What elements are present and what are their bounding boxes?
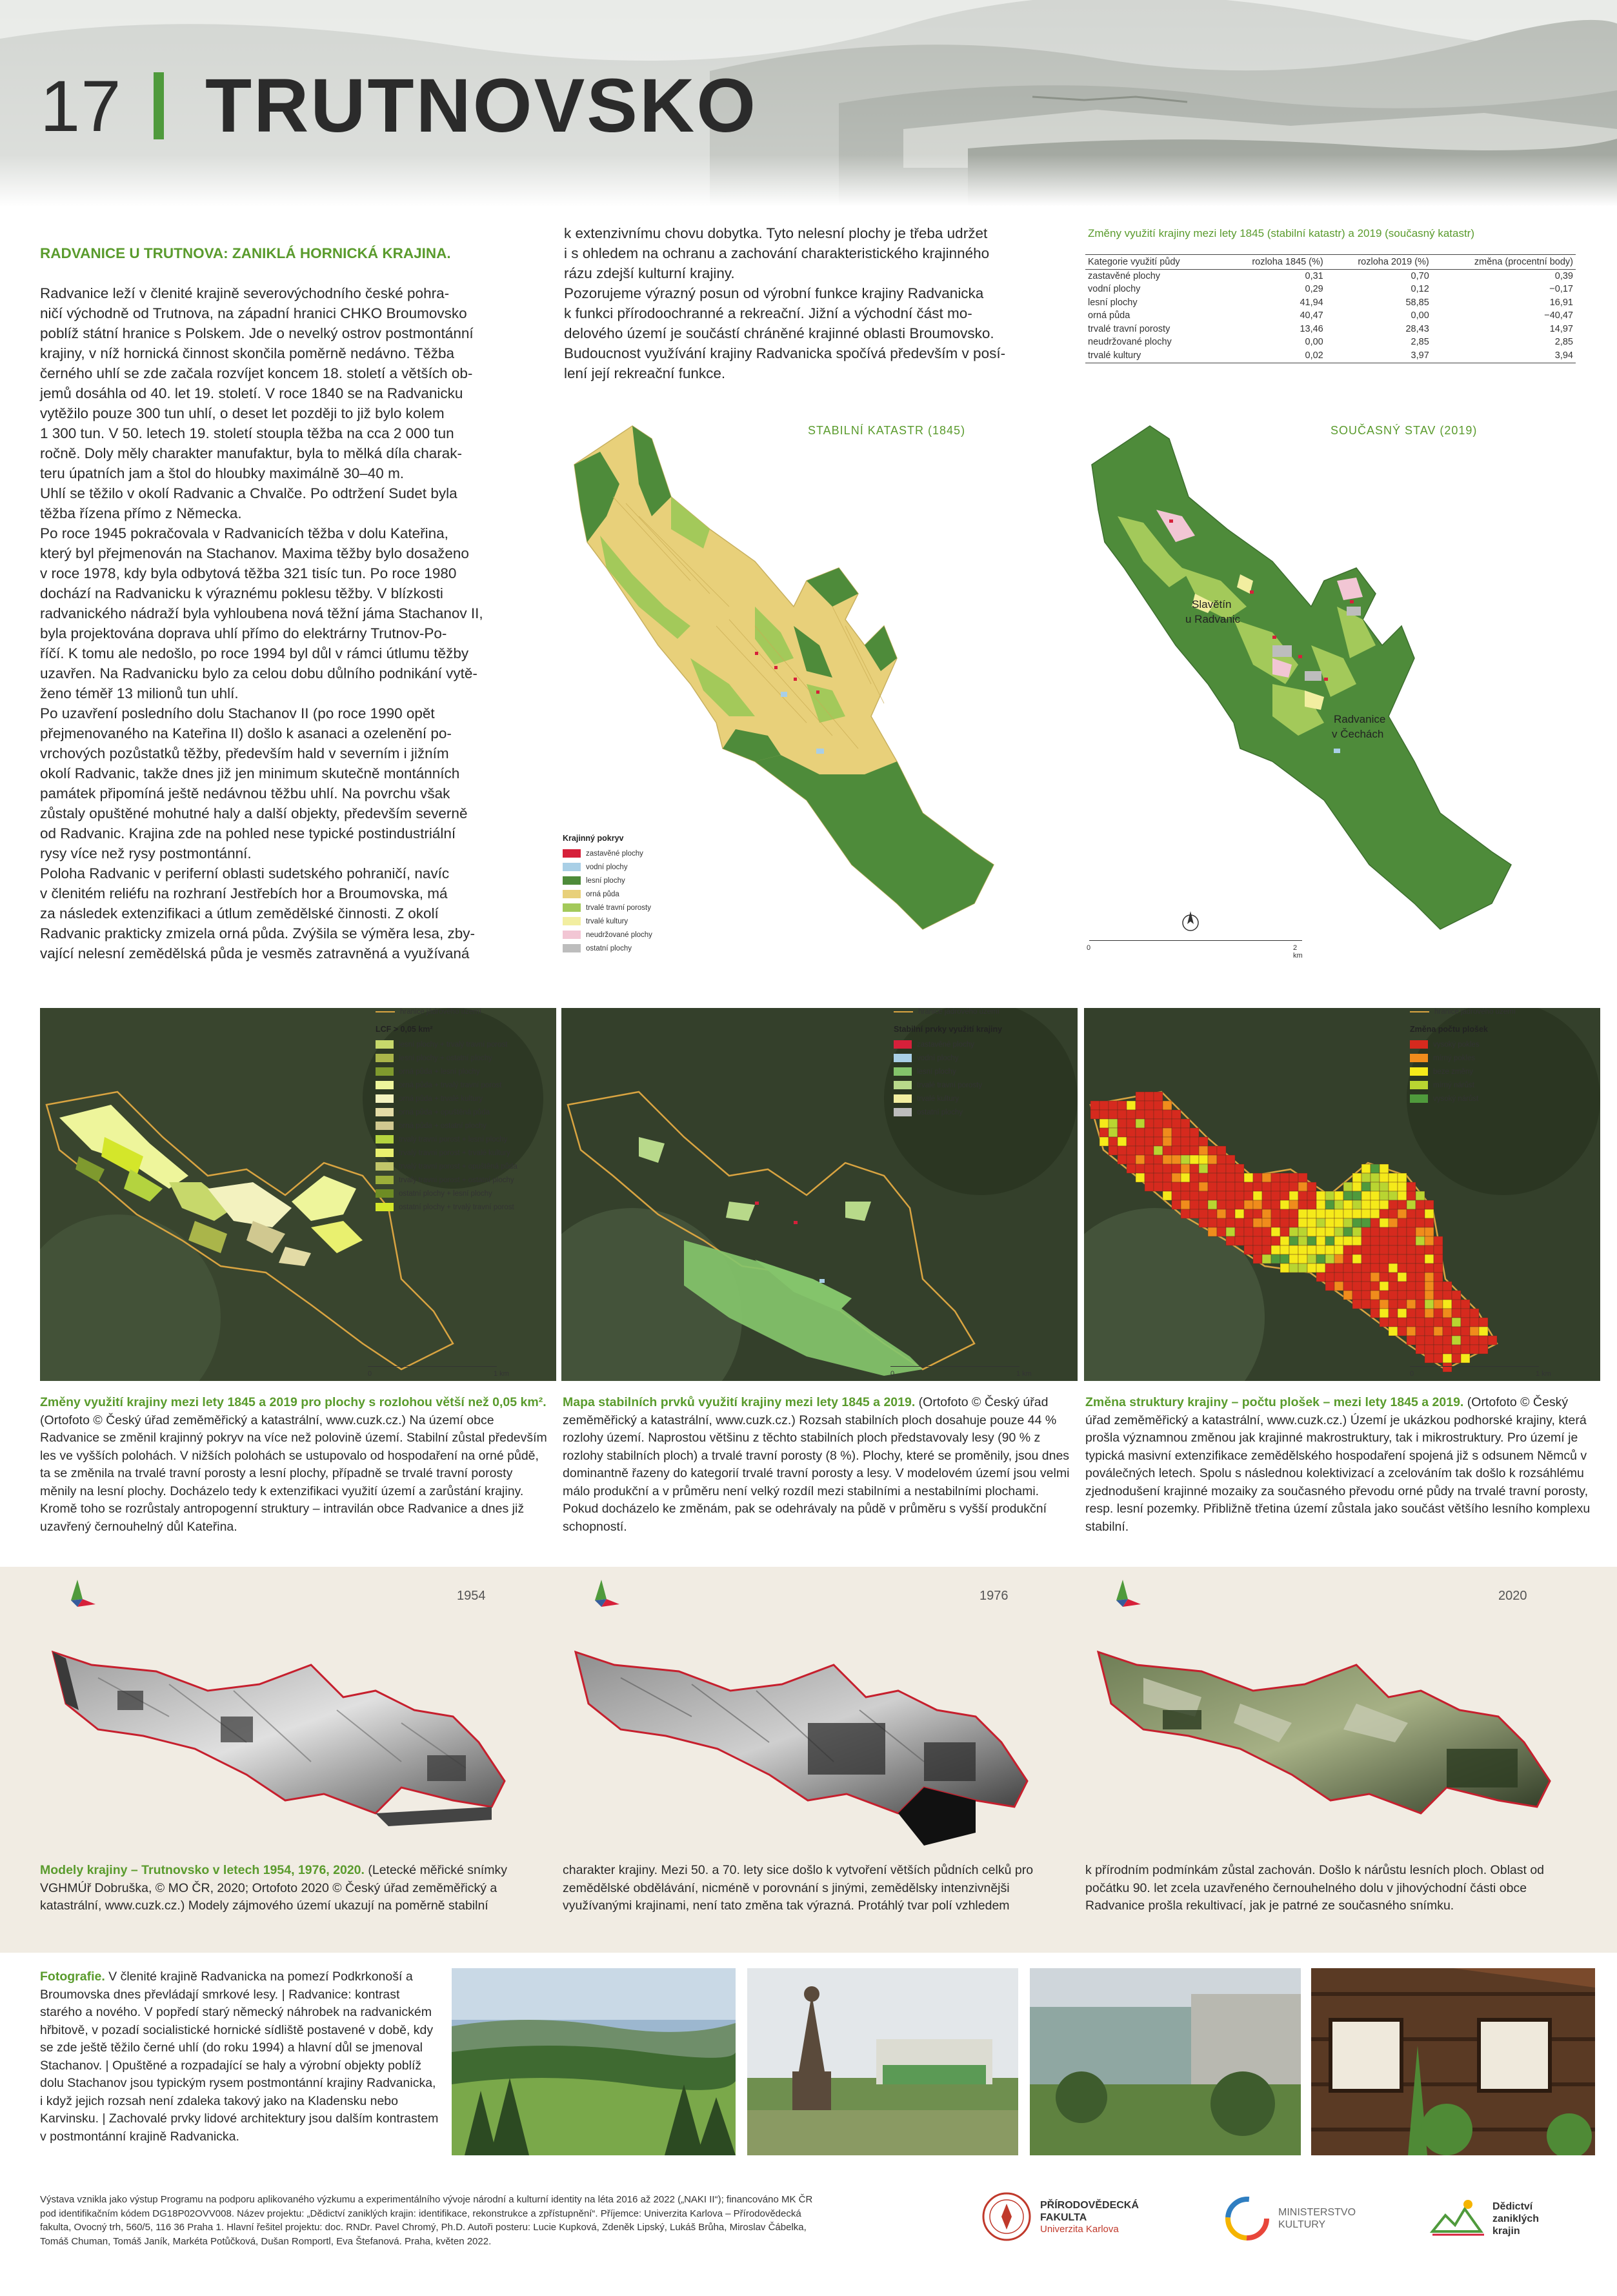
table-cell: 0,31 [1305, 270, 1323, 281]
boundary-legend [376, 1008, 569, 1016]
table-cell: 13,46 [1300, 323, 1323, 334]
photo-abandoned-halls [1030, 1968, 1301, 2155]
year-label: 1954 [457, 1589, 486, 1603]
caption-title: Modely krajiny – Trutnovsko v letech 1954, 1976, 2020. [40, 1863, 365, 1877]
lcf-legend [376, 1008, 569, 1214]
heritage-landscapes-icon [1429, 2193, 1487, 2244]
scale-label-2km: 2 km [1293, 944, 1303, 960]
legend-item [563, 887, 692, 901]
table-cell: 0,12 [1411, 284, 1429, 294]
legend-label: trvalý travní porost + ostatní plochy [399, 1176, 514, 1184]
model-2020 [1085, 1613, 1589, 1858]
legend-swatch [376, 1067, 394, 1076]
logo-text: PŘÍRODOVĚDECKÁ [1040, 2199, 1139, 2211]
compass-icon [65, 1575, 103, 1613]
legend-swatch [376, 1040, 394, 1049]
caption-stable [563, 1394, 1072, 1536]
legend-label: mírný nárůst [1433, 1081, 1474, 1089]
legend-label: orná půda + trvalý travní porost [399, 1081, 502, 1089]
legend-label: lesní plochy + ostatní plochy [399, 1054, 492, 1062]
logo-text: FAKULTA [1040, 2211, 1087, 2223]
legend-item [376, 1187, 569, 1200]
year-label: 2020 [1498, 1589, 1527, 1603]
legend-item [894, 1105, 1087, 1119]
legend-label: ostatní plochy [586, 944, 632, 952]
legend-label: ostatní plochy + trvalý travní porost [399, 1203, 514, 1211]
legend-label: orná půda + lesní plochy [399, 1067, 480, 1076]
logo-prf-uk [981, 2191, 1139, 2242]
boundary-legend [894, 1008, 1087, 1016]
legend-item [376, 1119, 569, 1133]
legend-swatch [894, 1108, 912, 1116]
legend-label: trvalý travní porost + lesní plochy [399, 1135, 508, 1143]
logo-text: krajin [1492, 2225, 1520, 2237]
place-label: Slavětín [1192, 598, 1232, 610]
caption-text: (Ortofoto © Český úřad zeměměřický a katastrální, www.cuzk.cz.) Na území obce Radvanice se změnil krajinný pokryv na více než polovině území. Stabilní zůstal především les ve vyšších polohách. V nižších polohách se ustupovalo od hospodaření na orné půdě, ta se změnila na trvalé travní porosty a lesní plochy, případně se trvalé travní porosty měnily na lesní plochy. Docházelo tedy k extenzifikaci využití území a zarůstání krajiny. Kromě toho se rozrůstaly antropogenní struktury – intravilán obce Radvanice a dnes již uzavřený černouhelný důl Kateřina. [40, 1413, 547, 1534]
table-header: rozloha 2019 (%) [1326, 255, 1432, 270]
legend-swatch [376, 1081, 394, 1089]
legend-label: orná půda + ostatní plochy [399, 1122, 487, 1130]
scale-label-0: 0 [1087, 944, 1091, 952]
legend-item [376, 1160, 569, 1173]
photos-caption [40, 1968, 440, 2146]
caption-lcf [40, 1394, 550, 1536]
caption-text: (Letecké měřické snímky VGHMÚř Dobruška, © MO ČR, 2020; Ortofoto 2020 © Český úřad zeměměřický a katastrální, www.cuzk.cz.) Modely zájmového území ukazují na poměrně stabilní [40, 1863, 507, 1913]
map-2019 [1079, 413, 1617, 942]
photos-text: V členité krajině Radvanicka na pomezí Podkrkonoší a Broumovska dnes převládají smrkové lesy. | Radvanice: kontrast starého a nového. V popředí starý německý náhrobek na radvanickém hřbitově, v pozadí socialistické hornické sídliště postavené v době, kdy se zde ještě těžilo černé uhlí (do roku 1994) a hlavní důl se jmenoval Stachanov. | Opuštěné a rozpadající se haly a výrobní objekty poblíž dolu Stachanov jsou typickým rysem postmontánní krajiny Radvanicka, i když jejich rozsah není zdaleka takový jako na Kladensku nebo Karvinsku. | Zachovalé prvky lidové architektury jsou dalším kontrastem v postmontánní krajině Radvanicka. [40, 1969, 439, 2144]
place-label: Radvanice [1334, 713, 1386, 725]
caption-patch [1085, 1394, 1595, 1536]
map-label-2019: SOUČASNÝ STAV (2019) [1331, 424, 1478, 437]
legend-title: Krajinný pokryv [563, 834, 624, 843]
table-cell: orná půda [1088, 310, 1130, 321]
table-cell: 0,70 [1411, 270, 1429, 281]
table-row [1085, 310, 1576, 323]
north-arrow-icon [1181, 909, 1200, 938]
intro-text-1: Radvanice leží v členité krajině severovýchodního české pohra- ničí východně od Trutnova, na západní hranici CHKO Broumovsko poblíž státní hranice s Polskem. Jde o nevelký ostrov postmontánní krajiny, v níž hornická činnost skončila poměrně nedávno. Těžba černého uhlí se zde začala rozvíjet koncem 18. století a větších ob- jemů dosáhla od 40. let 19. století. V roce 1840 se na Radvanicku vytěžilo pouze 300 tun uhlí, o deset let později to již bylo kolem 1 300 tun. V 50. letech 19. století stoupla těžba na cca 2 000 tun ročně. Doly měly charakter manufaktur, byla to mělká díla charak- teru úpatních jam a štol do hloubky maximálně 30–40 m. Uhlí se těžilo v okolí Radvanic a Chvalče. Po odtržení Sudet byla těžba řízena přímo z Německa. Po roce 1945 pokračovala v Radvanicích těžba v dolu Kateřina, který byl přejmenován na Stachanov. Maxima těžby bylo dosaženo v roce 1978, kdy byla odbytová těžba 321 tisíc tun. Po roce 1980 dochází na Radvanicku k výraznému poklesu těžby. V blízkosti radvanického nádraží byla vyhloubena nová těžní jáma Stachanov II, byla projektována doprava uhlí přímo do elektrárny Trutnov-Po- říčí. K tomu ale nedošlo, po roce 1994 byl důl v rámci útlumu těžby uzavřen. Na Radvanicku bylo za celou dobu důlního podnikání vytě- ženo téměř 13 milionů tun uhlí. Po uzavření posledního dolu Stachanov II (po roce 1990 opět přejmenovaného na Kateřina II) došlo k asanaci a ozelenění po- vrchových pozůstatků těžby, především hald v severním i jižním okolí Radvanic, takže dnes již jen minimum skutečně montánních památek připomíná ještě nedávnou těžbu uhlí. Na povrchu však zůstaly opuštěné mohutné haly a další objekty, především severně od Radvanic. Krajina zde na pohled nese typické postindustriální rysy více než rysy postmontánní. Poloha Radvanic v periferní oblasti sudetského pohraničí, navíc v členitém reliéfu na rozhraní Jestřebích hor a Broumovska, má za následek extenzifikaci a útlum zemědělské činnosti. Z okolí Radvanic prakticky zmizela orná půda. Zvýšila se výměra lesa, zby- vající nelesní zemědělská půda je vesměs zatravněná a využívaná [40, 285, 483, 962]
legend-item [1410, 1078, 1603, 1092]
scale-label-0: 0 [368, 1370, 372, 1378]
boundary-label: hranice jádrového území [918, 1008, 999, 1016]
legend-swatch [376, 1122, 394, 1130]
legend-label: lesní plochy + trvalý travní porost [399, 1040, 508, 1049]
legend-label: vodní plochy [917, 1054, 959, 1062]
caption-models-1 [40, 1862, 550, 1915]
table-cell: 3,94 [1432, 349, 1576, 363]
place-label: v Čechách [1332, 728, 1384, 740]
legend-item [376, 1133, 569, 1146]
intro-column-2: k extenzivnímu chovu dobytka. Tyto nelesní plochy je třeba udržet i s ohledem na ochranu a zachování charakteristického krajinného rázu zdejší kulturní krajiny. Pozorujeme výrazný posun od výrobní funkce krajiny Radvanicka k funkci přírodoochranné a rekreační. Jižní a východní část mo- delového území je součástí chráněné krajinné oblasti Broumovsko. Budoucnost využívání krajiny Radvanicka spočívá především v posí- lení její rekreační funkce. [564, 225, 1006, 381]
table-cell: trvalé travní porosty [1088, 323, 1170, 334]
poster-title: TRUTNOVSKO [205, 63, 758, 148]
table-row [1085, 349, 1576, 363]
photo-folk-architecture [1311, 1968, 1595, 2155]
ministry-logo-icon [1223, 2194, 1272, 2243]
legend-swatch [1410, 1054, 1428, 1062]
table-cell: −40,47 [1544, 310, 1573, 321]
logo-mk [1223, 2194, 1356, 2243]
legend-label: trvalé kultury [586, 917, 628, 925]
stable-legend [894, 1008, 1087, 1119]
table-cell: vodní plochy [1088, 284, 1141, 294]
legend-item [376, 1065, 569, 1078]
legend-label: trvalý travní porost + opuštěná půda [399, 1162, 517, 1171]
table-header: rozloha 1845 (%) [1220, 255, 1326, 270]
legend-label: vysoký nárůst [1433, 1094, 1479, 1103]
table-cell: 2,85 [1411, 337, 1429, 347]
scale-bar [1087, 940, 1306, 960]
legend-item [376, 1038, 569, 1051]
scale-label-1km: 1 km [494, 1370, 509, 1378]
stable-legend-title: Stabilní prvky využití krajiny [894, 1025, 1003, 1034]
legend-swatch [563, 890, 581, 898]
legend-swatch [563, 944, 581, 952]
intro-column-1 [40, 223, 556, 983]
scale-label-1km: 1 km [1016, 1370, 1032, 1378]
legend-label: lesní plochy [917, 1067, 956, 1076]
map-label-1845: STABILNÍ KATASTR (1845) [808, 424, 966, 437]
legend-item [563, 874, 692, 887]
landuse-table [1085, 254, 1576, 363]
table-cell: 0,39 [1554, 270, 1573, 281]
legend-item [563, 914, 692, 928]
legend-item [376, 1105, 569, 1119]
university-seal-icon [981, 2191, 1032, 2242]
legend-item [894, 1038, 1087, 1051]
legend-label: orná půda + opuštěná půda [399, 1108, 490, 1116]
table-cell: 28,43 [1405, 323, 1429, 334]
legend-item [563, 928, 692, 942]
table-cell: trvalé kultury [1085, 349, 1220, 363]
legend-label: trvalý travní porost + trvalé kultury [399, 1149, 510, 1157]
legend-item [894, 1065, 1087, 1078]
legend-label: vodní plochy [586, 863, 628, 871]
table-row [1085, 336, 1576, 350]
logo-text: Dědictví [1492, 2200, 1533, 2212]
patch-legend [1410, 1008, 1603, 1105]
legend-label: vysoký pokles [1433, 1040, 1480, 1049]
legend-label: ostatní plochy [917, 1108, 963, 1116]
lcf-legend-title: LCF > 0,05 km² [376, 1025, 433, 1034]
table-cell: 3,97 [1326, 349, 1432, 363]
legend-item [376, 1078, 569, 1092]
table-cell: 58,85 [1405, 297, 1429, 308]
table-cell: 41,94 [1300, 297, 1323, 308]
scale-bar [368, 1366, 510, 1378]
legend-swatch [563, 863, 581, 871]
table-cell: 14,97 [1549, 323, 1573, 334]
legend-label: trvalé kultury [917, 1094, 959, 1103]
legend-swatch [894, 1081, 912, 1089]
logo-text: MINISTERSTVO [1278, 2207, 1356, 2218]
title-divider [154, 72, 164, 139]
legend-label: trvalé travní porosty [917, 1081, 982, 1089]
legend-swatch [894, 1054, 912, 1062]
footer-text: Výstava vznikla jako výstup Programu na podporu aplikovaného výzkumu a experimentálního vývoje národní a kulturní identity na léta 2016 až 2022 („NAKI II“); financováno MK ČR pod identifikačním kódem DG18P02OVV008. Název projektu: „Dědictví zaniklých krajin: identifikace, rekonstrukce a zpřístupnění“. Příjemce: Univerzita Karlova – Přírodovědecká fakulta, Ovocný trh, 560/5, 116 36 Praha 1. Hlavní řešitel projektu: doc. RNDr. Pavel Chromý, Ph.D. Autoři posteru: Lucie Kupková, Zdeněk Lipský, Lukáš Brůha, Miroslav Čábelka, Tomáš Chuman, Tomáš Janík, Markéta Potůčková, Dušan Romportl, Eva Štefanová. Praha, květen 2022. [40, 2194, 813, 2247]
legend-item [376, 1200, 569, 1214]
caption-text: (Ortofoto © Český úřad zeměměřický a katastrální, www.cuzk.cz.) Rozsah stabilních ploch dosahuje pouze 44 % rozlohy území. Naprostou většinu z těchto stabilních ploch představovaly lesy (90 % z rozlohy stabilních ploch) a trvalé travní porosty (8 %). Plochy, které se proměnily, jsou dnes dominantně řazeny do kategorií trvalé travní porosty a lesy. V modelovém území jsou velmi málo produkční a v průměru není velký rozdíl mezi stabilními a nestabilními plochami. Pokud docházelo ke změnám, pak se odehrávaly na půdě v průměru s vyšší produkční schopností. [563, 1395, 1070, 1534]
legend-item [894, 1078, 1087, 1092]
legend-label: zastavěné plochy [917, 1040, 974, 1049]
photo-cemetery-statue [747, 1968, 1018, 2155]
model-1976 [563, 1613, 1066, 1858]
legend-item [894, 1051, 1087, 1065]
legend-item [563, 901, 692, 914]
legend-swatch [376, 1176, 394, 1184]
legend-item [1410, 1051, 1603, 1065]
table-cell: 2,85 [1554, 337, 1573, 347]
legend-item [1410, 1065, 1603, 1078]
table-row [1085, 323, 1576, 336]
logo-text: zaniklých [1492, 2213, 1540, 2224]
legend-item [376, 1092, 569, 1105]
table-cell: 40,47 [1300, 310, 1323, 321]
legend-swatch [376, 1094, 394, 1103]
legend-swatch [894, 1094, 912, 1103]
intro-heading: RADVANICE U TRUTNOVA: ZANIKLÁ HORNICKÁ KRAJINA. [40, 245, 451, 261]
legend-label: zastavěné plochy [586, 849, 643, 858]
logo-text: Univerzita Karlova [1040, 2223, 1119, 2235]
scale-label-0: 0 [1410, 1370, 1414, 1378]
legend-swatch [376, 1189, 394, 1198]
legend-swatch [376, 1135, 394, 1143]
legend-swatch [376, 1054, 394, 1062]
caption-title: Změna struktury krajiny – počtu plošek – mezi lety 1845 a 2019. [1085, 1395, 1464, 1409]
scale-label-1km: 1 km [1536, 1370, 1551, 1378]
caption-text: (Ortofoto © Český úřad zeměměřický a katastrální, www.cuzk.cz.) Území je ukázkou podhorské krajiny, která prošla významnou změnou jak krajinné makrostruktury, tak i mikrostruktury. Pro území je typická masivní extenzifikace zemědělského hospodaření spojená již s odsunem Němců v poválečných letech. Spolu s následnou kolektivizací a zcelováním tak došlo k rozsáhlému zjednodušení krajinné mozaiky za současného převodu orné půdy na trvalé travní porosty, resp. lesní pozemky. Přibližně třetina území zůstala jako součást většího lesního komplexu stabilní. [1085, 1395, 1591, 1534]
table-cell: 0,00 [1411, 310, 1429, 321]
boundary-legend [1410, 1008, 1603, 1016]
table-header-row [1085, 255, 1576, 270]
legend-item [1410, 1092, 1603, 1105]
table-title: Změny využití krajiny mezi lety 1845 (stabilní katastr) a 2019 (současný katastr) [1088, 227, 1475, 239]
caption-models-3: k přírodním podmínkám zůstal zachován. Došlo k nárůstu lesních ploch. Oblast od počátku 90. let zcela uzavřeného černouhelného dolu v jihovýchodní části obce Radvanice prošla rekultivací, jak je patrné ze současného snímku. [1085, 1863, 1545, 1913]
legend-swatch [1410, 1040, 1428, 1049]
legend-swatch [563, 931, 581, 939]
table-header: Kategorie využití půdy [1085, 255, 1220, 270]
table-cell: zastavěné plochy [1088, 270, 1161, 281]
legend-item [563, 942, 692, 955]
legend-item [563, 860, 692, 874]
legend-label: lesní plochy [586, 876, 625, 885]
photo-spruce-forest [452, 1968, 736, 2155]
legend-label: orná půda + trvalé kultury [399, 1094, 483, 1103]
legend-item [376, 1051, 569, 1065]
table-row [1085, 296, 1576, 310]
photos-title: Fotografie. [40, 1969, 105, 1984]
legend-item [1410, 1038, 1603, 1051]
table-header: změna (procentní body) [1432, 255, 1576, 270]
legend-label: neudržované plochy [586, 931, 652, 939]
logo-dzk [1429, 2193, 1539, 2244]
table-cell: 0,29 [1305, 284, 1323, 294]
poster-number: 17 [40, 66, 122, 146]
legend-item [376, 1173, 569, 1187]
scale-bar [1410, 1366, 1552, 1378]
table-cell: neudržované plochy [1088, 337, 1172, 347]
compass-icon [1110, 1575, 1149, 1613]
legend-swatch [376, 1203, 394, 1211]
scale-bar [890, 1366, 1032, 1378]
table-cell: 16,91 [1549, 297, 1573, 308]
caption-models-2: charakter krajiny. Mezi 50. a 70. lety sice došlo k vytvoření větších půdních celků pro zemědělské obdělávání, nicméně v porovnání s jinými, zemědělsky intenzivnějši využívanými krajinami, není tato změna tak výrazná. Protáhlý tvar polí vzhledem [563, 1863, 1034, 1913]
place-label: u Radvanic [1185, 613, 1241, 625]
legend-swatch [1410, 1081, 1428, 1089]
logo-text: KULTURY [1278, 2219, 1326, 2230]
caption-title: Změny využití krajiny mezi lety 1845 a 2019 pro plochy s rozlohou větší než 0,05 km². [40, 1395, 547, 1409]
legend-swatch [376, 1162, 394, 1171]
legend-item [376, 1146, 569, 1160]
boundary-label: hranice jádrového území [1434, 1008, 1516, 1016]
legend-swatch [1410, 1094, 1428, 1103]
legend-label: beze změny [1433, 1067, 1474, 1076]
table-row [1085, 270, 1576, 283]
legend-label: ostatní plochy + lesní plochy [399, 1189, 492, 1198]
landcover-legend [563, 834, 692, 955]
legend-swatch [376, 1108, 394, 1116]
legend-label: mírný pokles [1433, 1054, 1476, 1062]
table-row [1085, 283, 1576, 297]
legend-item [894, 1092, 1087, 1105]
table-cell: lesní plochy [1088, 297, 1138, 308]
compass-icon [588, 1575, 627, 1613]
model-1954 [40, 1613, 543, 1858]
table-cell: −0,17 [1549, 284, 1573, 294]
legend-swatch [376, 1149, 394, 1157]
legend-swatch [563, 917, 581, 925]
legend-swatch [563, 876, 581, 885]
legend-swatch [894, 1040, 912, 1049]
patch-legend-title: Změna počtu plošek [1410, 1025, 1488, 1034]
year-label: 1976 [979, 1589, 1009, 1603]
caption-title: Mapa stabilních prvků využití krajiny mezi lety 1845 a 2019. [563, 1395, 916, 1409]
legend-label: trvalé travní porosty [586, 903, 651, 912]
legend-swatch [563, 903, 581, 912]
legend-swatch [563, 849, 581, 858]
table-cell: 0,00 [1305, 337, 1323, 347]
legend-item [563, 847, 692, 860]
scale-label-0: 0 [890, 1370, 895, 1378]
legend-swatch [1410, 1067, 1428, 1076]
legend-swatch [894, 1067, 912, 1076]
legend-label: orná půda [586, 890, 619, 898]
table-cell: 0,02 [1220, 349, 1326, 363]
boundary-label: hranice jádrového území [400, 1008, 481, 1016]
